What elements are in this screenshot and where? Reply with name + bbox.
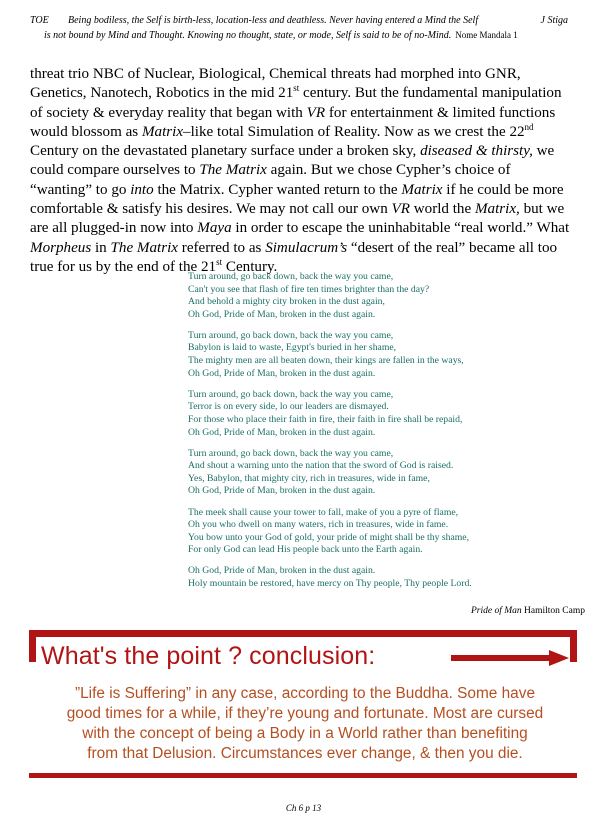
conclusion-line: with the concept of being a Body in a World rather than benefiting	[82, 725, 528, 742]
poem-line: Holy mountain be restored, have mercy on Thy people, Thy people Lord.	[188, 577, 472, 589]
body-line: Century on the devastated planetary surface under a broken sky, diseased & thirsty, we	[30, 143, 555, 160]
body-paragraph	[30, 65, 582, 277]
poem-line: Turn around, go back down, back the way you came,	[188, 388, 394, 400]
poem-line: Oh God, Pride of Man, broken in the dust again.	[188, 367, 376, 379]
body-line: are all plugged-in now into Maya in order to escape the uninhabitable “real world.” What	[30, 220, 570, 237]
poem-stanza	[188, 507, 588, 557]
poem-line: Terror is on every side, lo our leaders are dismayed.	[188, 401, 389, 413]
conclusion-title: What's the point ? conclusion:	[41, 642, 376, 670]
poem-line: Oh God, Pride of Man, broken in the dust again.	[188, 308, 376, 320]
poem-line: Oh you who dwell on many waters, rich in treasures, wide in fame.	[188, 519, 449, 531]
header-tag: TOE	[30, 15, 49, 26]
header-quote-line-1: Being bodiless, the Self is birth-less, location-less and deathless. Never having entered a Mind the Self	[68, 15, 479, 26]
conclusion-box	[29, 630, 577, 778]
body-line: Morpheus in The Matrix referred to as Simulacrum’s “desert of the real” became all too	[30, 239, 558, 256]
poem-line: Turn around, go back down, back the way you came,	[188, 271, 394, 282]
poem-stanza	[188, 271, 588, 321]
header-line-1	[30, 14, 582, 28]
poem-line: Yes, Babylon, that mighty city, rich in treasures, wide in fame,	[188, 472, 430, 484]
box-border-right	[570, 630, 577, 662]
poem-attribution	[471, 606, 585, 616]
poem-line: Oh God, Pride of Man, broken in the dust again.	[188, 565, 376, 577]
conclusion-line: from that Delusion. Circumstances ever change, & then you die.	[87, 745, 523, 762]
poem-line: And behold a mighty city broken in the dust again,	[188, 296, 385, 308]
page-number: Ch 6 p 13	[285, 803, 322, 813]
body-line: of society & everyday reality that began with VR for entertainment & limited functions	[30, 104, 556, 121]
body-line: threat trio NBC of Nuclear, Biological, Chemical threats had morphed into GNR,	[30, 66, 521, 82]
poem-line: Turn around, go back down, back the way you came,	[188, 329, 394, 341]
poem-line: And shout a warning unto the nation that the sword of God is raised.	[188, 460, 454, 472]
conclusion-line: ”Life is Suffering” in any case, according to the Buddha. Some have	[75, 685, 535, 702]
body-line: could compare ourselves to The Matrix again. But we chose Cypher’s choice of	[30, 162, 511, 179]
arrow-right-icon	[451, 650, 569, 666]
page-header	[30, 14, 582, 43]
poem-line: Oh God, Pride of Man, broken in the dust again.	[188, 485, 376, 497]
box-border-bottom	[29, 773, 577, 778]
poem-line: You bow unto your God of gold, your pride of might shall be thy shame,	[188, 531, 470, 543]
poem-line: For those who place their faith in fire, their faith in fire shall be repaid,	[188, 413, 463, 425]
body-line: “wanting” to go into the Matrix. Cypher wanted return to the Matrix if he could be more	[30, 181, 564, 198]
conclusion-text	[31, 684, 579, 764]
poem-line: The mighty men are all beaten down, their kings are fallen in the ways,	[188, 355, 464, 367]
poem-stanza	[188, 448, 588, 498]
poem-stanza	[188, 330, 588, 380]
body-line: true for us by the end of the 21st Century.	[30, 256, 278, 275]
poem-line: Can't you see that flash of fire ten times brighter than the day?	[188, 283, 430, 295]
header-source: Nome Mandala 1	[455, 30, 518, 40]
poem-line: Turn around, go back down, back the way you came,	[188, 447, 394, 459]
box-border-top	[29, 630, 577, 637]
conclusion-line: good times for a while, if they’re young and fortunate. Most are cursed	[66, 705, 544, 722]
box-border-left	[29, 630, 36, 662]
poem-line: For only God can lead His people back unto the Earth again.	[188, 544, 423, 556]
poem-lyrics	[188, 271, 588, 599]
header-line-2	[30, 28, 582, 43]
poem-line: Oh God, Pride of Man, broken in the dust again.	[188, 426, 376, 438]
poem-line: The meek shall cause your tower to fall, make of you a pyre of flame,	[188, 506, 459, 518]
poem-stanza	[188, 565, 588, 590]
body-line: comfortable & satisfy his desires. We may not call our own VR world the Matrix, but we	[30, 201, 565, 218]
attribution-title: Pride of Man	[471, 606, 522, 616]
header-quote-line-2: is not bound by Mind and Thought. Knowing no thought, state, or mode, Self is said to be of no-Mind.	[44, 30, 452, 41]
body-line: Genetics, Nanotech, Robotics in the mid 21st century. But the fundamental manipulation	[30, 83, 562, 102]
attribution-author: Hamilton Camp	[524, 606, 585, 616]
body-line: would blossom as Matrix–like total Simulation of Reality. Now as we crest the 22nd	[30, 121, 534, 140]
poem-line: Babylon is laid to waste, Egypt's buried in her shame,	[188, 342, 397, 354]
poem-stanza	[188, 389, 588, 439]
header-author: J Stiga	[540, 15, 568, 26]
